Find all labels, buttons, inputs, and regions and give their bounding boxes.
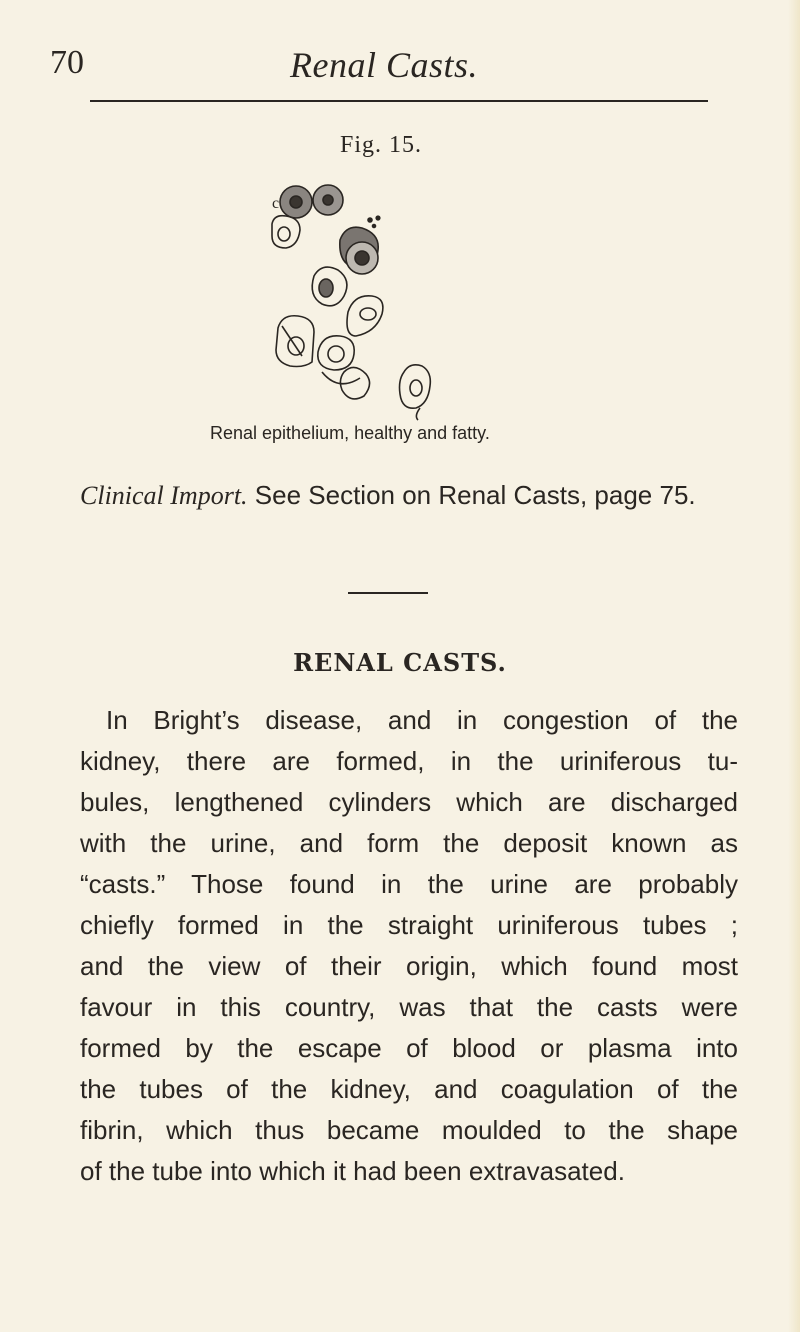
text-line: “casts.” Those found in the urine are probably: [80, 869, 738, 899]
cell-bottom-right: [400, 365, 431, 420]
clinical-import-paragraph: [80, 476, 760, 515]
cell-fatty-right: [340, 216, 380, 274]
text-line: formed by the escape of blood or plasma into: [80, 1033, 738, 1063]
text-line: fibrin, which thus became moulded to the shape: [80, 1115, 738, 1145]
clinical-import-lead: Clinical Import.: [80, 481, 248, 510]
cell-lower-left: [276, 316, 314, 367]
text-line: of the tube into which it had been extravasated.: [80, 1156, 625, 1186]
cell-right-elongated: [347, 296, 383, 336]
text-line: the tubes of the kidney, and coagulation of the: [80, 1074, 738, 1104]
cell-lower-middle: [318, 336, 360, 384]
figure-label: Fig. 15.: [340, 132, 423, 158]
section-divider: [348, 592, 428, 594]
page-header: [50, 44, 730, 94]
section-heading: RENAL CASTS.: [293, 648, 507, 677]
text-line: favour in this country, was that the casts were: [80, 992, 738, 1022]
text-line: bules, lengthened cylinders which are discharged: [80, 787, 738, 817]
cell-top-left: [280, 186, 312, 218]
text-line: In Bright’s disease, and in congestion of the: [106, 705, 738, 735]
text-line: with the urine, and form the deposit known as: [80, 828, 738, 858]
header-rule: [90, 100, 708, 102]
text-line: chiefly formed in the straight uriniferous tubes ;: [80, 910, 738, 940]
renal-epithelium-illustration: [270, 176, 510, 421]
figure-letter: c: [272, 195, 280, 212]
clinical-import-text: See Section on Renal Casts, page 75.: [247, 480, 696, 510]
cell-upper-left: [272, 216, 300, 248]
running-head: Renal Casts.: [290, 45, 479, 85]
body-paragraph: [80, 700, 738, 1192]
text-line: and the view of their origin, which found most: [80, 951, 738, 981]
text-line: kidney, there are formed, in the uriniferous tu-: [80, 746, 738, 776]
cell-top-right: [313, 185, 343, 215]
cell-center: [312, 267, 347, 306]
figure-caption: Renal epithelium, healthy and fatty.: [210, 423, 490, 443]
page-number: 70: [50, 44, 84, 81]
